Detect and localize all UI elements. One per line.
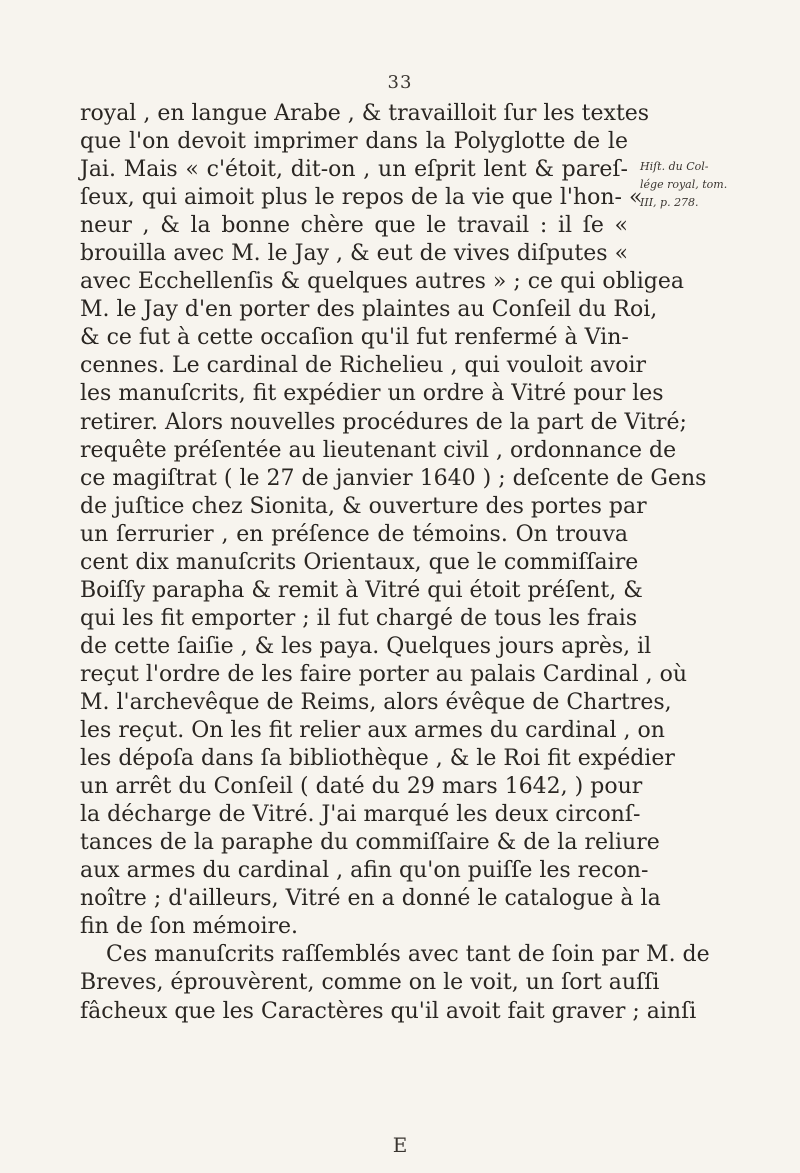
text-line: retirer. Alors nouvelles procédures de la part de Vitré; <box>80 409 687 435</box>
text-line: un ſerrurier , en préſence de témoins. On trouva <box>80 521 628 547</box>
text-line: cent dix manuſcrits Orientaux, que le commiſſaire <box>80 549 639 575</box>
text-line: avec Ecchellenſis & quelques autres » ; ce qui obligea <box>80 269 684 295</box>
margin-note-line: Hiſt. du Col- <box>640 160 709 173</box>
text-line: un arrêt du Conſeil ( daté du 29 mars 1642, ) pour <box>80 774 643 800</box>
text-line: cennes. Le cardinal de Richelieu , qui vouloit avoir <box>80 353 647 379</box>
margin-note <box>640 158 740 212</box>
text-line: Breves, éprouvèrent, comme on le voit, un ſort auſſi <box>80 970 660 996</box>
text-line: aux armes du cardinal , afin qu'on puiſſe les recon- <box>80 858 649 884</box>
text-line: brouilla avec M. le Jay , & eut de vives diſputes « <box>80 241 629 267</box>
text-line: neur , & la bonne chère que le travail : il ſe « <box>80 213 628 239</box>
text-line: fâcheux que les Caractères qu'il avoit fait graver ; ainſi <box>80 998 697 1024</box>
text-line: noître ; d'ailleurs, Vitré en a donné le catalogue à la <box>80 886 661 912</box>
text-line: Ces manuſcrits raſſemblés avec tant de ſoin par M. de <box>106 942 710 968</box>
text-line: royal , en langue Arabe , & travailloit ſur les textes <box>80 101 650 126</box>
text-line: requête préſentée au lieutenant civil , ordonnance de <box>80 437 677 463</box>
text-line: que l'on devoit imprimer dans la Polyglotte de le <box>80 129 628 155</box>
page-number: 33 <box>387 72 413 93</box>
text-line: les dépoſa dans ſa bibliothèque , & le Roi fit expédier <box>80 746 675 772</box>
margin-note-line: III, p. 278. <box>640 196 699 209</box>
text-line: les reçut. On les fit relier aux armes du cardinal , on <box>80 718 665 744</box>
signature-mark: E <box>392 1133 408 1157</box>
text-line: M. l'archevêque de Reims, alors évêque de Chartres, <box>80 689 672 715</box>
text-line: fin de ſon mémoire. <box>80 914 299 940</box>
text-line: qui les fit emporter ; il fut chargé de tous les frais <box>80 605 638 631</box>
margin-note-line: lége royal, tom. <box>640 178 728 191</box>
text-line: tances de la paraphe du commiſſaire & de la reliure <box>80 830 660 856</box>
text-line: Boiſſy parapha & remit à Vitré qui étoit préſent, & <box>80 577 643 603</box>
text-line: reçut l'ordre de les faire porter au palais Cardinal , où <box>80 661 688 687</box>
text-line: la décharge de Vitré. J'ai marqué les deux circonſ- <box>80 802 641 828</box>
text-line: M. le Jay d'en porter des plaintes au Conſeil du Roi, <box>80 297 658 323</box>
text-line: ſeux, qui aimoit plus le repos de la vie que l'hon- « <box>80 185 643 211</box>
text-line: ce magiſtrat ( le 27 de janvier 1640 ) ; deſcente de Gens <box>80 465 707 491</box>
text-line: Jai. Mais « c'étoit, dit-on , un eſprit lent & pareſ- <box>80 157 628 183</box>
text-line: & ce fut à cette occaſion qu'il fut renfermé à Vin- <box>80 325 629 351</box>
text-line: de cette ſaiſie , & les paya. Quelques jours après, il <box>80 633 652 659</box>
text-line: les manuſcrits, fit expédier un ordre à Vitré pour les <box>80 381 664 407</box>
text-line: de juſtice chez Sionita, & ouverture des portes par <box>80 493 647 519</box>
